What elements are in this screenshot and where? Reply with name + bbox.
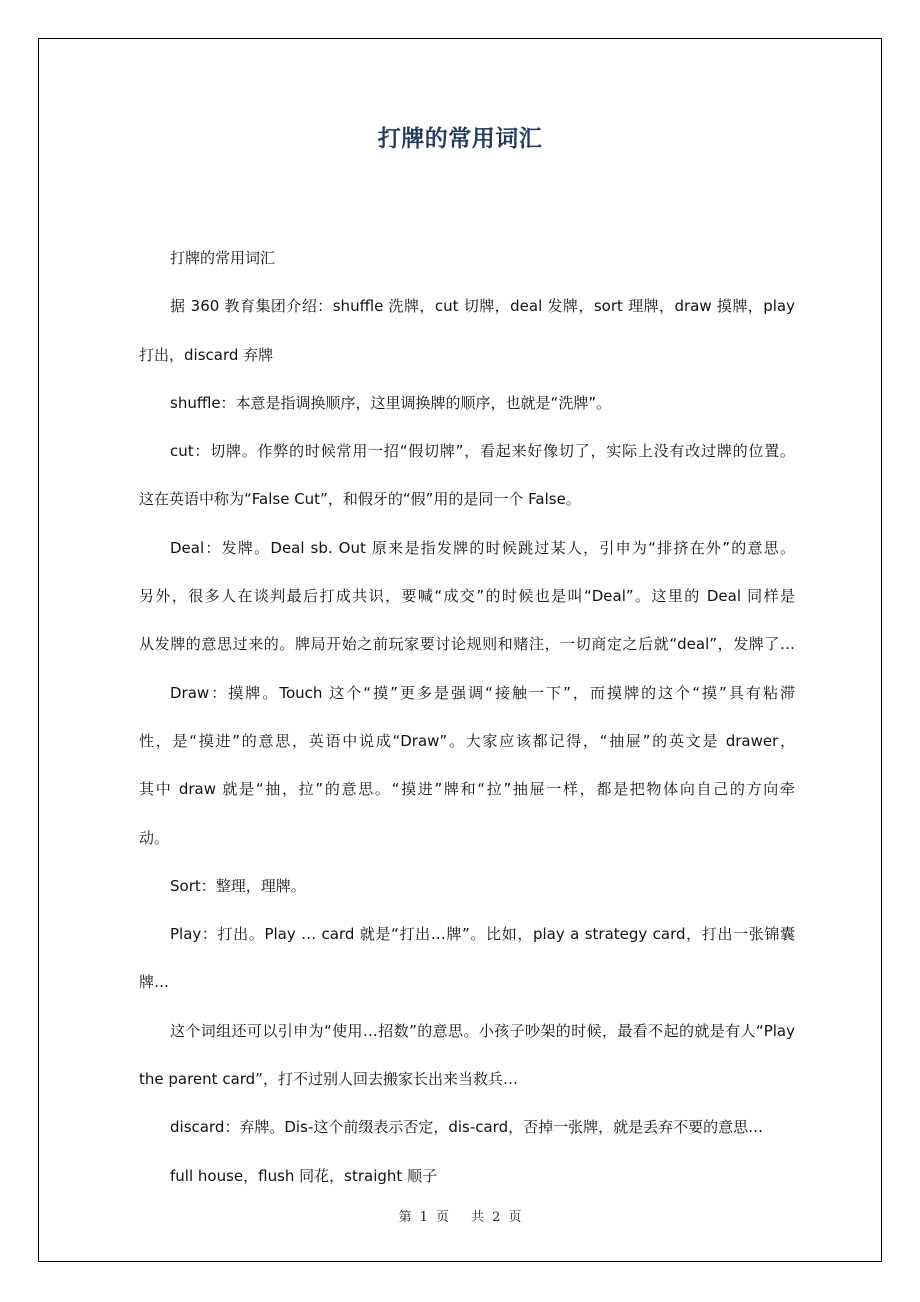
paragraph-line: 从发牌的意思过来的。牌局开始之前玩家要讨论规则和赌注，一切商定之后就“deal”，发牌了…: [139, 635, 795, 654]
page-number: 第 1 页: [398, 1210, 449, 1225]
paragraph-line: shuffle：本意是指调换顺序，这里调换牌的顺序，也就是“洗牌”。: [170, 393, 612, 412]
paragraph-line: 其中 draw 就是“抽，拉”的意思。“摸进”牌和“拉”抽屉一样，都是把物体向自己的方向牵: [139, 780, 795, 799]
paragraph-line: 另外，很多人在谈判最后打成共识，要喊“成交”的时候也是叫“Deal”。这里的 Deal 同样是: [139, 587, 795, 606]
document-title: 打牌的常用词汇: [377, 126, 543, 152]
paragraph-line: cut：切牌。作弊的时候常用一招“假切牌”，看起来好像切了，实际上没有改过牌的位置。: [170, 442, 795, 461]
paragraph-line: discard：弃牌。Dis-这个前缀表示否定，dis-card，否掉一张牌，就是丢弃不要的意思…: [170, 1118, 764, 1137]
paragraph-line: Deal：发牌。Deal sb. Out 原来是指发牌的时候跳过某人，引申为“排挤在外”的意思。: [170, 538, 795, 557]
paragraph-line: 打牌的常用词汇: [170, 249, 276, 267]
paragraph-line: the parent card”，打不过别人回去搬家长出来当救兵…: [139, 1070, 518, 1089]
paragraph-line: full house，flush 同花，straight 顺子: [170, 1166, 438, 1185]
paragraph-line: 据 360 教育集团介绍：shuffle 洗牌，cut 切牌，deal 发牌，sort 理牌，draw 摸牌，play: [170, 297, 795, 316]
paragraph-line: 打出，discard 弃牌: [139, 345, 274, 364]
document-body: [139, 234, 795, 1200]
page-total: 共 2 页: [471, 1210, 522, 1225]
paragraph-line: Draw：摸牌。Touch 这个“摸”更多是强调“接触一下”，而摸牌的这个“摸”具有粘滞: [170, 683, 795, 702]
paragraph-line: 性，是“摸进”的意思，英语中说成“Draw”。大家应该都记得，“抽屉”的英文是 drawer，: [139, 731, 795, 750]
paragraph-line: 这个词组还可以引申为“使用…招数”的意思。小孩子吵架的时候，最看不起的就是有人“Play: [170, 1021, 795, 1040]
paragraph-line: 牌…: [139, 973, 170, 992]
paragraph-line: Play：打出。Play … card 就是“打出…牌”。比如，play a strategy card，打出一张锦囊: [170, 925, 795, 944]
paragraph-line: Sort：整理，理牌。: [170, 876, 306, 895]
page-footer: [0, 1206, 920, 1225]
paragraph-line: 动。: [139, 828, 170, 847]
paragraph-line: 这在英语中称为“False Cut”，和假牙的“假”用的是同一个 False。: [139, 490, 581, 509]
